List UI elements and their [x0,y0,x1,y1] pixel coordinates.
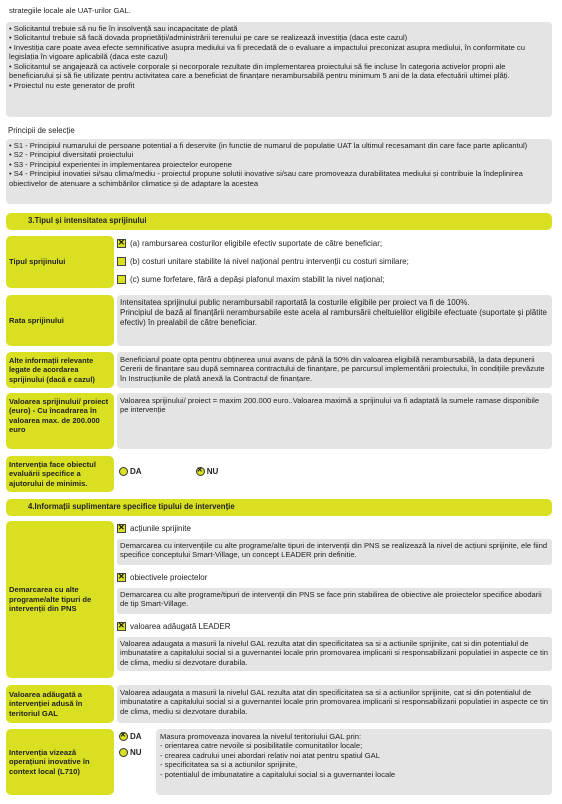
eligibility-item: • Solicitantul se angajează ca activele corporale și necorporale rezultate din implementarea proiectului să fie incluse în categoria activelor proprii ale beneficiarului și să fie utilizate pentru activitatea care a beneficiat de finanțare nerambursabilă pentru minimum 5 ani de la data efectuării ultimei plăți. [9,61,510,81]
rata-text: Intensitatea sprijinului public nerambursabil raportată la costurile eligibile per proiect va fi de 100%. Principiul de bază al finanțării nerambursabile este acela al rambursării cheltuielilor eligibile efectuate (suportate și plătite efectiv) în prealabil de către beneficiar. [117,295,552,346]
radio-nu-selected-icon[interactable] [196,467,205,476]
selection-item: • S1 - Principiul numarului de persoane potential a fi deservite (in functie de numarul de populatie UAT la ultimul recesamant din care face parte aplicantul) [9,141,528,150]
selection-item: • S4 - Principiul inovatiei si/sau clima/mediu - proiectul propune solutii inovative si/sau care promoveaza durabilitatea mediului și contribuie la îndeplinirea obiectivelor de atenuare a schimbărilor climatice și de adaptare la acestea [9,169,523,188]
demarcare-content [117,522,552,671]
tip-option-b[interactable]: (b) costuri unitare stabilite la nivel național pentru intervenții cu costuri similare; [117,255,552,268]
unchecked-box-icon[interactable] [117,257,126,266]
eligibility-item: • Investiția care poate avea efecte semnificative asupra mediului va fi precedată de o evaluare a impactului preconizat asupra mediului, în conformitate cu legislația în vigoare aplicabilă (daca este cazul) [9,42,525,62]
radio-da-unselected-icon[interactable] [119,467,128,476]
eligibility-item: • Solicitantul trebuie să nu fie în insolvență sau incapacitate de plată [9,24,238,33]
inovativ-label: Intervenția vizează operațiuni inovative în context local (L710) [6,729,114,795]
radio-nu-label[interactable]: NU [130,748,142,757]
intro-line: strategiile locale ale UAT-urilor GAL. [9,6,131,15]
dem-leader-checkbox[interactable]: ✕ valoarea adăugată LEADER [117,620,552,633]
valoare-adaugata-label: Valoarea adăugată a intervenției adusă în teritoriul GAL [6,685,114,723]
checked-box-icon[interactable] [117,524,126,533]
section-4-header: 4.Informații suplimentare specifice tipului de intervenție [6,499,552,516]
selection-item: • S3 - Principiul experientei in implementarea proiectelor europene [9,159,232,169]
radio-nu-label[interactable]: NU [206,467,219,476]
radio-da-selected-icon[interactable] [119,732,128,741]
tip-label: Tipul sprijinului [6,236,114,288]
radio-nu-unselected-icon[interactable] [119,748,128,757]
section-3-header: 3.Tipul și intensitatea sprijinului [6,213,552,230]
inovativ-text: Masura promoveaza inovarea la nivelul teritoriului GAL prin: - orientarea catre nevoile si posibilitatile comunitatilor locale; - crearea cadrului unei abordari relativ noi atat pentru spatiul GAL - specificitatea sa si a actiunilor sprijinite, - potentialul de imbunatatire a capitalului social si a guvernantei locale [156,729,552,795]
alte-text: Beneficiarul poate opta pentru obținerea unui avans de până la 50% din valoarea eligibilă nerambursabilă, la data depunerii Cererii de finanțare sau după semnarea contractului de finanțare, pe parcursul implementării proiectului, în condițiile prevăzute în Instrucțiunile de plată anexă la Contractul de finanțare. [117,352,552,388]
checked-box-icon[interactable] [117,573,126,582]
valoare-text: Valoarea sprijinului/ proiect = maxim 200.000 euro..Valoarea maximă a sprijinului va fi adaptată la sumele ramase disponibile pe intervenție [117,393,552,449]
tip-option-c[interactable]: (c) sume forfetare, fără a depăși plafonul maxim stabilit la nivel național; [117,273,552,286]
alte-label: Alte informații relevante legate de acordarea sprijinului (dacă e cazul) [6,352,114,388]
checked-box-icon[interactable] [117,622,126,631]
demarcare-label: Demarcarea cu alte programe/alte tipuri de intervenții din PNS [6,521,114,678]
ajutor-radio-group [119,467,218,477]
eligibility-item: • Proiectul nu este generator de profit [9,80,135,90]
dem-obiective-checkbox[interactable]: ✕ obiectivele proiectelor [117,571,552,584]
unchecked-box-icon[interactable] [117,275,126,284]
eligibility-block [6,22,552,117]
selection-label: Principii de selecție [8,126,75,135]
dem-actiuni-text: Demarcarea cu intervențiile cu alte programe/alte tipuri de intervenții din PNS se realizează la nivel de acțiuni sprijinite, ele fiind specifice conceptului Smart-Village, un concept LEADER prin definitie. [117,539,552,565]
checked-box-icon[interactable] [117,239,126,248]
ajutor-label: Intervenția face obiectul evaluării specifice a ajutorului de minimis. [6,456,114,492]
inovativ-radio-group [119,732,142,758]
dem-actiuni-checkbox[interactable]: ✕ acțiunile sprijinite [117,522,552,535]
valoare-adaugata-text: Valoarea adaugata a masurii la nivelul GAL rezulta atat din specificitatea sa si a actiunilor sprijinite, cat si din potentialul de imbunatatire a capitalului social si a guvernantei locale prin promovarea implicarii si responsabilizarii populatiei in aspecte ce tin de clima, mediu si dezvotare durabila. [117,685,552,723]
valoare-label: Valoarea sprijinului/ proiect (euro) - Cu încadrarea în valoarea max. de 200.000 euro [6,393,114,449]
tip-option-a[interactable]: ✕ (a) rambursarea costurilor eligibile efectiv suportate de către beneficiar; [117,237,552,250]
dem-leader-text: Valoarea adaugata a masurii la nivelul GAL rezulta atat din specificitatea sa si a actiunile sprijinite, cat si din potentialul de imbunatatire a capitalului social si a guvernantei locale prin promovarea implicarii si responsabilizarii populatiei in aspecte ce tin de clima, mediu si dezvotare durabila. [117,637,552,671]
selection-block [6,139,552,204]
rata-label: Rata sprijinului [6,295,114,346]
dem-obiective-text: Demarcarea cu alte programe/tipuri de intervenții din PNS se face prin stabilirea de obiective ale proiectelor specifice abodarii de tip Smart-Village. [117,588,552,614]
radio-da-label[interactable]: DA [130,467,142,476]
radio-da-label[interactable]: DA [130,732,142,741]
selection-item: • S2 - Principiul diversitatii proiectului [9,150,134,160]
eligibility-item: • Solicitantul trebuie să facă dovada proprietății/administrării terenului pe care se realizează investiția (daca este cazul) [9,33,408,43]
